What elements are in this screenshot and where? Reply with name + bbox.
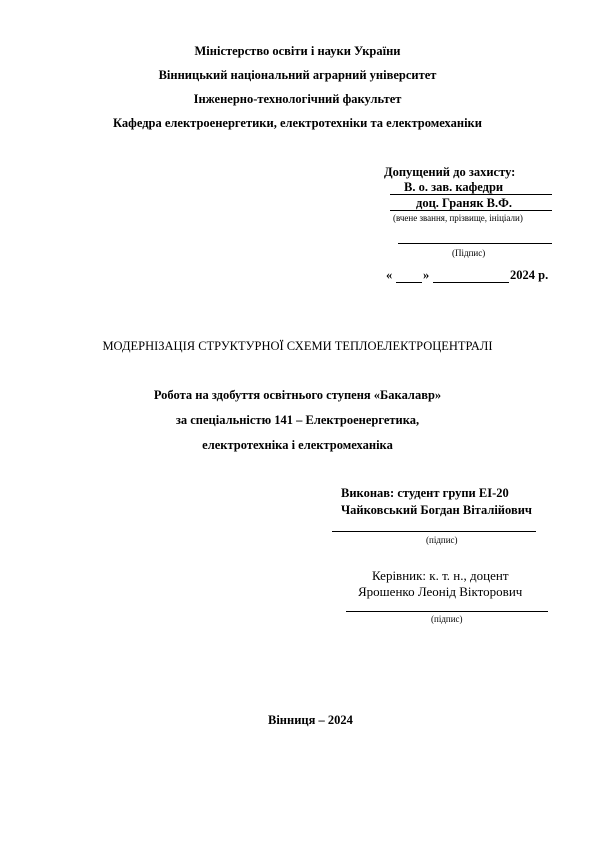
supervisor-line-1: Керівник: к. т. н., доцент	[372, 568, 509, 583]
university-title: Вінницький національний аграрний університет	[158, 68, 437, 82]
city-year: Вінниця – 2024	[268, 713, 353, 727]
supervisor-line-2: Ярошенко Леонід Вікторович	[358, 584, 523, 599]
faculty-title: Інженерно-технологічний факультет	[193, 92, 402, 106]
approval-position: В. о. зав. кафедри	[404, 180, 504, 194]
supervisor-signature-line	[346, 611, 548, 612]
approval-name: доц. Граняк В.Ф.	[416, 196, 513, 210]
student-signature-caption: (підпис)	[426, 535, 458, 545]
thesis-title: МОДЕРНІЗАЦІЯ СТРУКТУРНОЇ СХЕМИ ТЕПЛОЕЛЕКТРОЦЕНТРАЛІ	[102, 339, 493, 353]
student-signature-line	[332, 531, 536, 532]
date-open-quote: «	[386, 268, 393, 282]
date-year: 2024 р.	[510, 268, 549, 282]
ministry-title: Міністерство освіти і науки України	[194, 44, 401, 58]
student-line-1: Виконав: студент групи ЕІ-20	[341, 486, 509, 500]
date-month-line	[433, 282, 509, 283]
specialty-line-1: за спеціальністю 141 – Електроенергетика,	[175, 413, 420, 427]
date-close-quote: »	[423, 268, 430, 282]
department-title: Кафедра електроенергетики, електротехніки та електромеханіки	[113, 116, 482, 130]
date-day-line	[396, 282, 422, 283]
approval-signature-line	[398, 243, 552, 244]
approval-signature-caption: (Підпис)	[452, 248, 486, 258]
specialty-line-2: електротехніка і електромеханіка	[202, 438, 393, 452]
degree-line: Робота на здобуття освітнього ступеня «Бакалавр»	[153, 388, 442, 402]
student-line-2: Чайковський Богдан Віталійович	[341, 503, 532, 517]
approval-title: Допущений до захисту:	[384, 165, 516, 179]
approval-name-caption: (вчене звання, прізвище, ініціали)	[393, 213, 523, 223]
supervisor-signature-caption: (підпис)	[431, 614, 463, 624]
